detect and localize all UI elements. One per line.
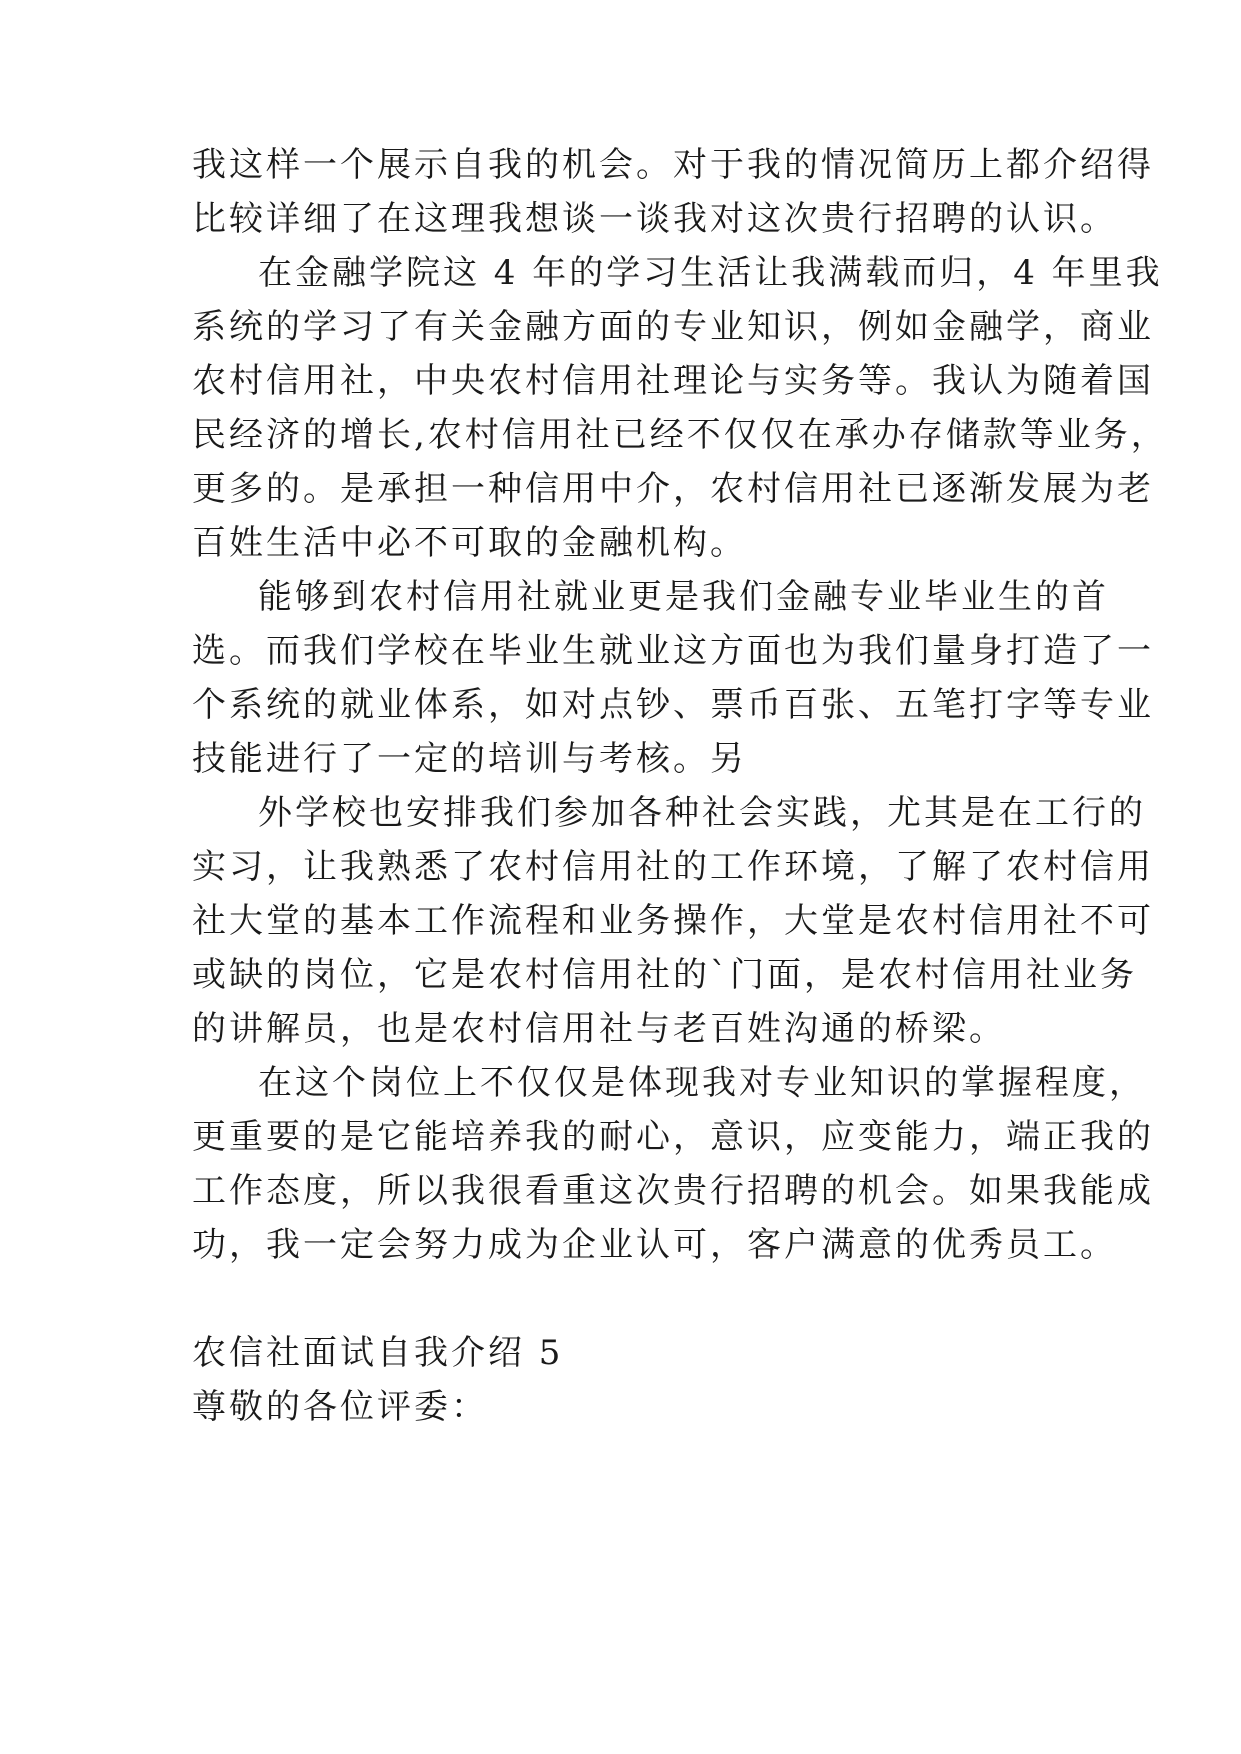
paragraph-line: 系统的学习了有关金融方面的专业知识，例如金融学，商业 (192, 307, 1154, 347)
paragraph-line: 更多的。是承担一种信用中介，农村信用社已逐渐发展为老 (192, 469, 1154, 509)
paragraph-line: 社大堂的基本工作流程和业务操作，大堂是农村信用社不可 (192, 901, 1154, 941)
paragraph-line: 的讲解员，也是农村信用社与老百姓沟通的桥梁。 (192, 1009, 1006, 1049)
paragraph-line: 选。而我们学校在毕业生就业这方面也为我们量身打造了一 (192, 631, 1154, 671)
paragraph-line: 我这样一个展示自我的机会。对于我的情况简历上都介绍得 (192, 145, 1154, 185)
paragraph-line: 在这个岗位上不仅仅是体现我对专业知识的掌握程度， (258, 1063, 1146, 1103)
paragraph-line: 功，我一定会努力成为企业认可，客户满意的优秀员工。 (192, 1225, 1117, 1265)
paragraph-line: 个系统的就业体系，如对点钞、票币百张、五笔打字等专业 (192, 685, 1154, 725)
paragraph-line: 能够到农村信用社就业更是我们金融专业毕业生的首 (258, 577, 1109, 617)
paragraph-line: 技能进行了一定的培训与考核。另 (192, 739, 747, 779)
paragraph-line: 工作态度，所以我很看重这次贵行招聘的机会。如果我能成 (192, 1171, 1154, 1211)
paragraph-line: 农村信用社，中央农村信用社理论与实务等。我认为随着国 (192, 361, 1154, 401)
paragraph-line: 比较详细了在这理我想谈一谈我对这次贵行招聘的认识。 (192, 199, 1117, 239)
section-title: 农信社面试自我介绍 5 (192, 1333, 564, 1373)
paragraph-line: 或缺的岗位，它是农村信用社的`门面，是农村信用社业务 (192, 955, 1137, 995)
paragraph-line: 实习，让我熟悉了农村信用社的工作环境，了解了农村信用 (192, 847, 1154, 887)
salutation: 尊敬的各位评委： (192, 1387, 488, 1427)
paragraph-line: 百姓生活中必不可取的金融机构。 (192, 523, 747, 563)
paragraph-line: 更重要的是它能培养我的耐心，意识，应变能力，端正我的 (192, 1117, 1154, 1157)
paragraph-line: 外学校也安排我们参加各种社会实践，尤其是在工行的 (258, 793, 1146, 833)
paragraph-line: 在金融学院这 4 年的学习生活让我满载而归，4 年里我 (258, 253, 1163, 293)
paragraph-line: 民经济的增长,农村信用社已经不仅仅在承办存储款等业务， (192, 415, 1168, 455)
